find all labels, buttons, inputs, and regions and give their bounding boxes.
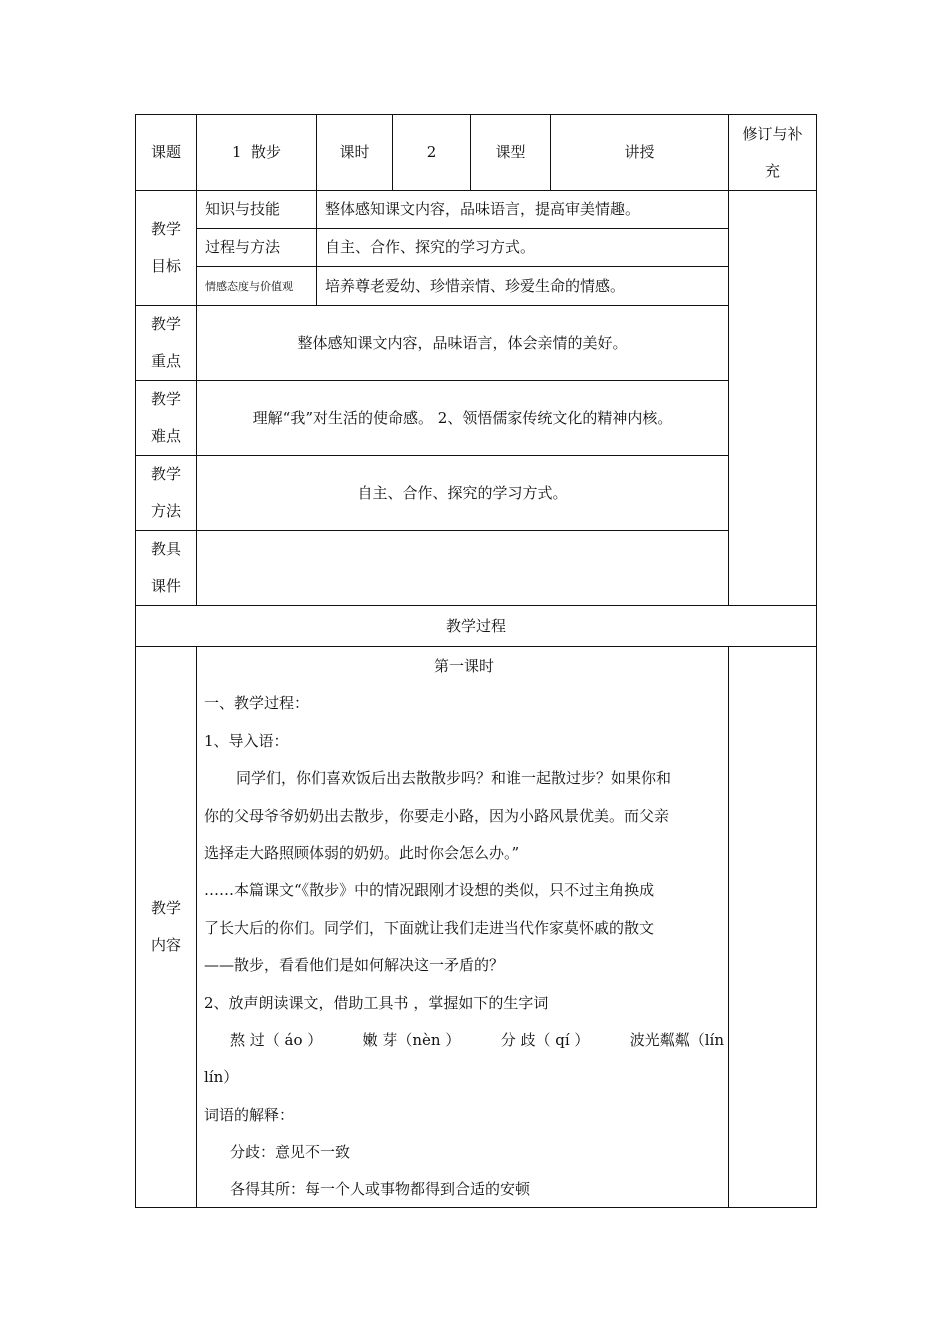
paragraph-line: 同学们，你们喜欢饭后出去散散步吗？和谁一起散过步？如果你和 bbox=[236, 769, 672, 788]
goal-label-emotion: 情感态度与价值观 bbox=[205, 279, 293, 293]
keypoints-label bbox=[136, 306, 196, 380]
goal-text-emotion: 培养尊老爱幼、珍惜亲情、珍爱生命的情感。 bbox=[325, 276, 626, 295]
content-body bbox=[204, 648, 724, 1209]
difficulties-text: 理解“我”对生活的使命感。 2、领悟儒家传统文化的精神内核。 bbox=[252, 408, 673, 427]
process-title: 教学过程 bbox=[445, 616, 506, 635]
goal-label-knowledge: 知识与技能 bbox=[205, 200, 281, 218]
goal-text-knowledge: 整体感知课文内容，品味语言，提高审美情趣。 bbox=[325, 200, 641, 218]
type-value: 讲授 bbox=[624, 143, 655, 161]
vocab-line bbox=[204, 1022, 724, 1059]
goal-label-process: 过程与方法 bbox=[205, 238, 281, 256]
paragraph-line: ——散步，看看他们是如何解决这一矛盾的？ bbox=[204, 956, 505, 975]
table-border bbox=[135, 646, 817, 647]
paragraph-line: 了长大后的你们。同学们，下面就让我们走进当代作家莫怀戚的散文 bbox=[204, 918, 655, 937]
tools-label-line2: 课件 bbox=[150, 577, 181, 595]
explain-item: 分歧：意见不一致 bbox=[230, 1143, 351, 1162]
explain-item: 各得其所：每一个人或事物都得到合适的安顿 bbox=[230, 1180, 531, 1199]
content-label-line1: 教学 bbox=[150, 899, 181, 917]
lesson-label: 课题 bbox=[150, 143, 181, 161]
goal-text-process: 自主、合作、探究的学习方式。 bbox=[325, 238, 536, 256]
content-label bbox=[136, 647, 196, 1207]
goals-label-line2: 目标 bbox=[150, 257, 181, 275]
goals-label bbox=[136, 191, 196, 305]
period-value: 2 bbox=[426, 143, 437, 161]
section-heading: 一、教学过程： bbox=[204, 694, 310, 713]
lesson-heading: 第一课时 bbox=[433, 657, 494, 675]
keypoints-label-line2: 重点 bbox=[150, 352, 181, 370]
methods-label-line2: 方法 bbox=[150, 502, 181, 520]
revise-header-line2: 充 bbox=[764, 161, 780, 180]
vocab-line-continued: lín） bbox=[204, 1068, 239, 1087]
vocab-item: 嫩 芽（nèn ） bbox=[362, 1030, 461, 1049]
explain-heading: 词语的解释： bbox=[204, 1105, 295, 1124]
methods-label-line1: 教学 bbox=[150, 465, 181, 483]
tools-label bbox=[136, 531, 196, 605]
lesson-title: 1 散步 bbox=[231, 143, 282, 161]
methods-text: 自主、合作、探究的学习方式。 bbox=[357, 483, 568, 502]
period-label: 课时 bbox=[339, 143, 370, 161]
table-border bbox=[196, 646, 197, 1208]
table-border bbox=[816, 114, 817, 1208]
table-border bbox=[728, 646, 729, 1208]
revise-header bbox=[729, 115, 816, 190]
tools-label-line1: 教具 bbox=[150, 540, 181, 558]
step-heading: 1、导入语： bbox=[204, 731, 289, 750]
step-heading: 2、放声朗读课文，借助工具书 ，掌握如下的生字词 bbox=[204, 993, 549, 1012]
tools-text bbox=[197, 531, 728, 605]
vocab-item: 分 歧（ qí ） bbox=[500, 1030, 590, 1049]
paragraph-line: 你的父母爷爷奶奶出去散步，你要走小路，因为小路风景优美。而父亲 bbox=[204, 806, 670, 825]
content-label-line2: 内容 bbox=[150, 936, 181, 954]
revise-header-line1: 修订与补 bbox=[742, 124, 803, 143]
paragraph-line: 选择走大路照顾体弱的奶奶。此时你会怎么办。” bbox=[204, 843, 520, 862]
difficulties-label-line2: 难点 bbox=[150, 427, 181, 445]
difficulties-label bbox=[136, 381, 196, 455]
methods-label bbox=[136, 456, 196, 530]
keypoints-text: 整体感知课文内容，品味语言，体会亲情的美好。 bbox=[297, 333, 628, 352]
paragraph-line: ……本篇课文“《散步》中的情况跟刚才设想的类似，只不过主角换成 bbox=[204, 881, 655, 900]
type-label: 课型 bbox=[495, 143, 526, 161]
keypoints-label-line1: 教学 bbox=[150, 315, 181, 333]
vocab-item: 波光粼粼（lín bbox=[629, 1030, 724, 1049]
vocab-item: 熬 过（ áo ） bbox=[230, 1030, 323, 1049]
goals-label-line1: 教学 bbox=[150, 220, 181, 238]
difficulties-label-line1: 教学 bbox=[150, 390, 181, 408]
